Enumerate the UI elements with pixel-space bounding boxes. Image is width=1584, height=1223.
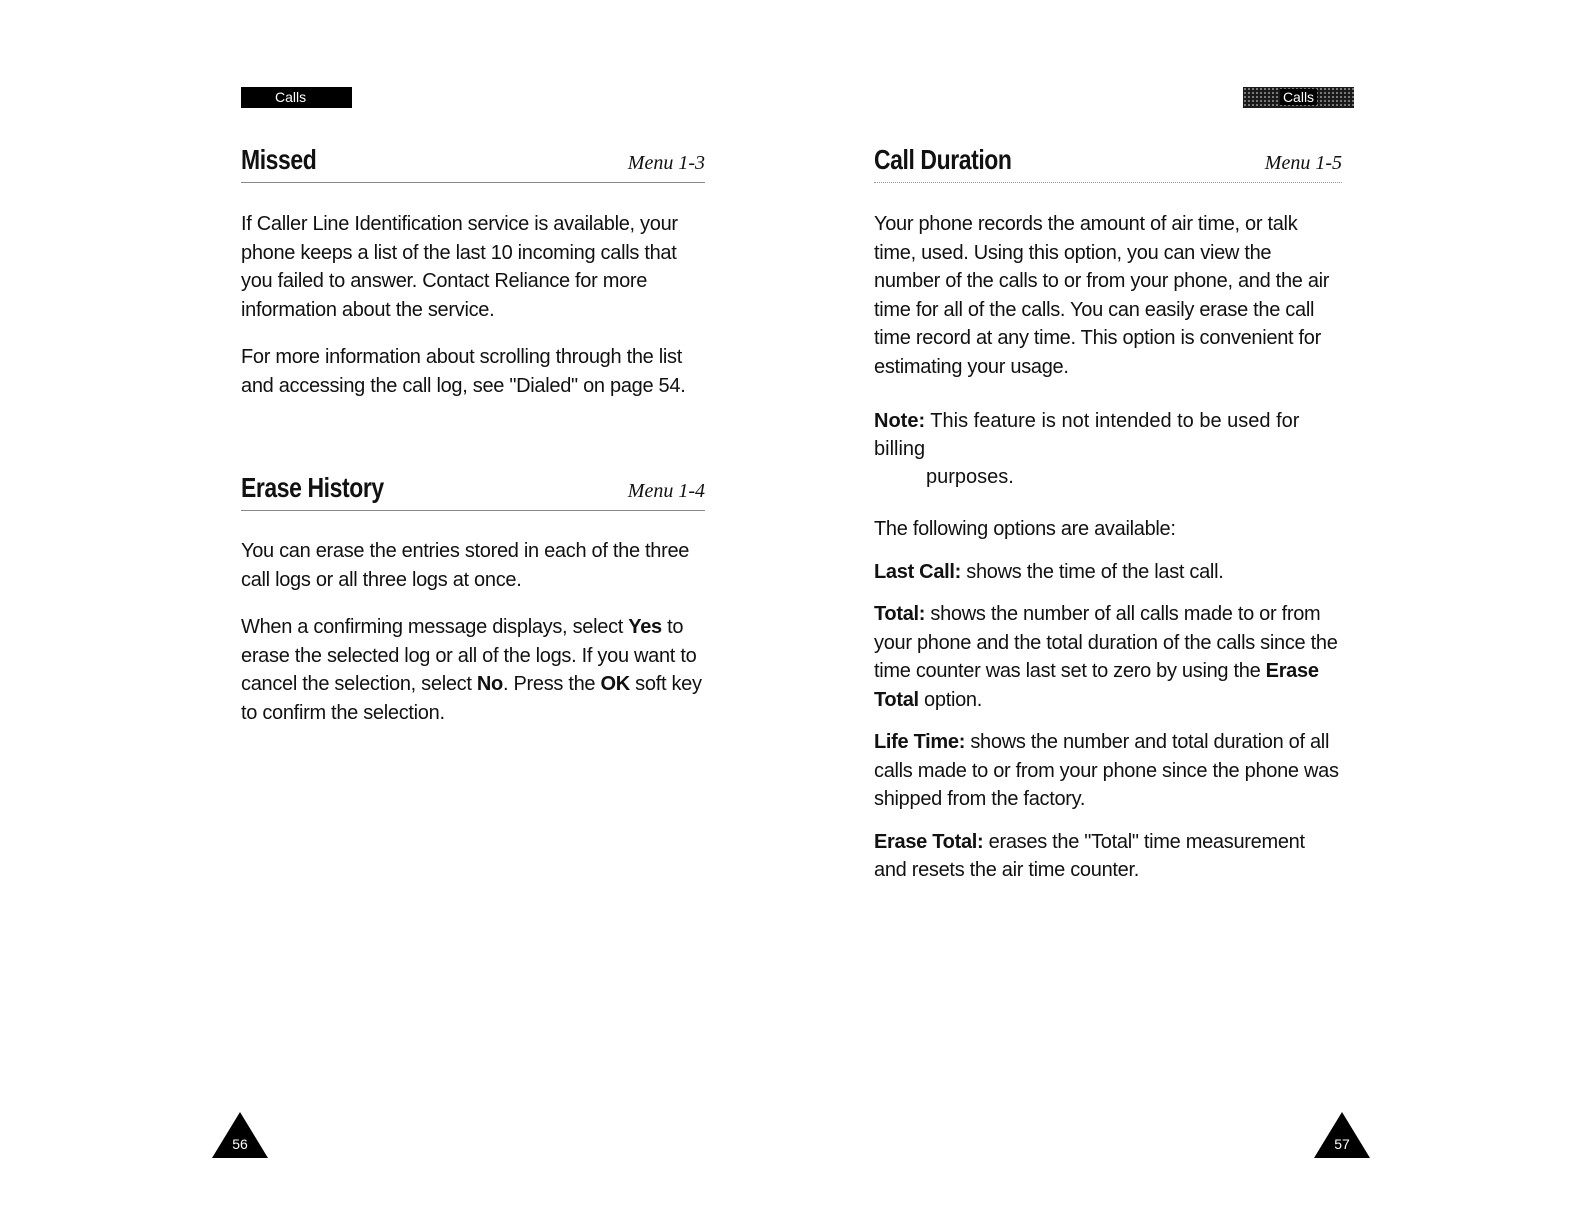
- option-erase-total: Erase Total: erases the "Total" time measurement and resets the air time counter.: [874, 830, 1305, 881]
- erase-history-heading-row: [241, 470, 705, 511]
- erase-history-paragraph-1: You can erase the entries stored in each of the three call logs or all three logs at once.: [241, 540, 690, 591]
- call-duration-paragraph-1: Your phone records the amount of air time, or talk time, used. Using this option, you can view the number of the calls to or from your phone, and the air time for all of the calls. You can easily erase the call time record at any time. This option is convenient for estimating your usage.: [874, 213, 1330, 378]
- section-tab: [241, 87, 352, 108]
- page-number-right: [1314, 1112, 1370, 1158]
- call-duration-heading-row: [874, 142, 1342, 183]
- ok-keyword: OK: [600, 673, 630, 695]
- right-page: [792, 0, 1584, 1223]
- missed-paragraph-2: For more information about scrolling through the list and accessing the call log, see "Dialed" on page 54.: [241, 346, 686, 397]
- missed-paragraph-1: If Caller Line Identification service is available, your phone keeps a list of the last 10 incoming calls that you failed to answer. Contact Reliance for more information about the service.: [241, 213, 678, 321]
- option-last-call: Last Call: shows the time of the last call.: [874, 560, 1224, 583]
- section-tab-label: Calls: [1280, 89, 1317, 105]
- page-number-left: [212, 1112, 268, 1158]
- life-time-label: Life Time:: [874, 731, 966, 753]
- erase-history-menu-ref: Menu 1-4: [627, 480, 705, 502]
- note-label: Note:: [874, 410, 926, 432]
- page-number-left-value: 56: [232, 1136, 248, 1152]
- call-duration-menu-ref: Menu 1-5: [1264, 152, 1342, 174]
- erase-total-label: Erase Total:: [874, 830, 984, 853]
- missed-heading: Missed: [241, 144, 317, 175]
- erase-history-heading: Erase History: [241, 472, 384, 503]
- missed-menu-ref: Menu 1-3: [627, 152, 705, 174]
- no-keyword: No: [476, 673, 503, 695]
- note-text-line-2: purposes.: [926, 466, 1014, 488]
- missed-heading-row: [241, 142, 705, 183]
- call-duration-section: [874, 142, 1342, 885]
- options-intro: The following options are available:: [874, 518, 1176, 540]
- note-text-line-1: This feature is not intended to be used for billing: [874, 410, 1300, 460]
- call-duration-heading: Call Duration: [874, 144, 1012, 175]
- erase-total-keyword: Erase Total: [874, 660, 1319, 711]
- option-life-time: Life Time: shows the number and total duration of all calls made to or from your phone since the phone was shipped from the factory.: [874, 731, 1339, 810]
- page-number-right-value: 57: [1334, 1136, 1350, 1152]
- yes-keyword: Yes: [628, 616, 662, 638]
- erase-history-paragraph-2: When a confirming message displays, select Yes to erase the selected log or all of the logs. If you want to cancel the selection, select No. Press the OK soft key to confirm the selection.: [241, 616, 702, 724]
- section-tab: [1243, 87, 1354, 108]
- last-call-label: Last Call:: [874, 560, 962, 583]
- section-tab-label: Calls: [275, 89, 307, 105]
- option-total: Total: shows the number of all calls made to or from your phone and the total duration of the calls since the time counter was last set to zero by using the Erase Total option.: [874, 603, 1338, 711]
- erase-history-section: [241, 470, 705, 727]
- total-label: Total:: [874, 603, 926, 625]
- missed-section: [241, 142, 705, 400]
- note-block: [874, 407, 1342, 491]
